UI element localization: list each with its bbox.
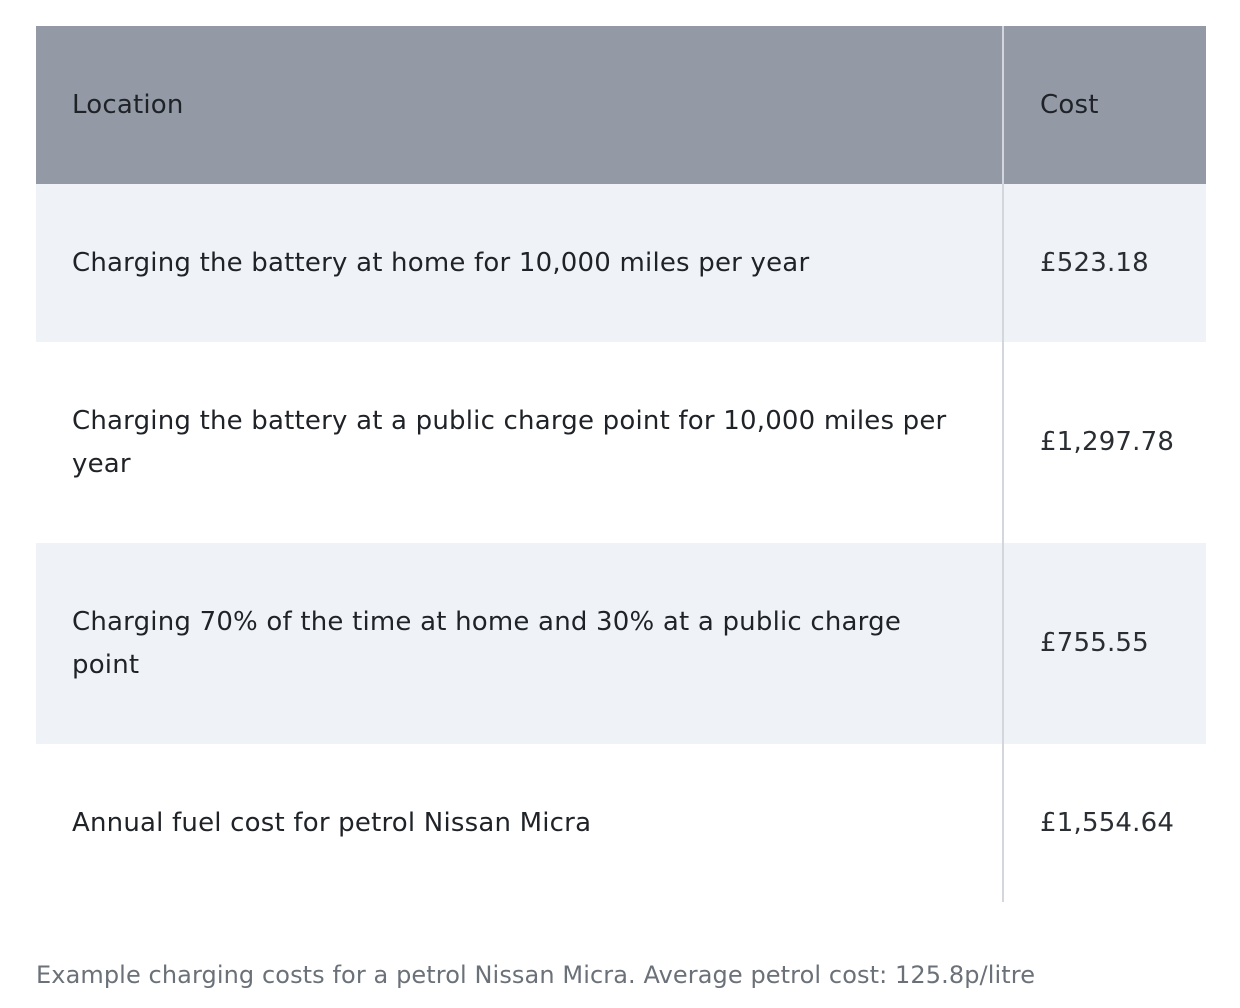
table-header: [36, 26, 1206, 184]
header-row: [36, 26, 1206, 184]
cost-cell: £523.18: [1003, 184, 1206, 342]
location-cell: Charging the battery at home for 10,000 miles per year: [36, 184, 1003, 342]
table-row: [36, 543, 1206, 744]
location-cell: Charging 70% of the time at home and 30% at a public charge point: [36, 543, 1003, 744]
cost-cell: £1,554.64: [1003, 744, 1206, 902]
cost-cell: £755.55: [1003, 543, 1206, 744]
cost-cell: £1,297.78: [1003, 342, 1206, 543]
location-cell: Charging the battery at a public charge point for 10,000 miles per year: [36, 342, 1003, 543]
column-header-location: Location: [36, 26, 1003, 184]
location-cell: Annual fuel cost for petrol Nissan Micra: [36, 744, 1003, 902]
column-header-cost: Cost: [1003, 26, 1206, 184]
table-body: [36, 184, 1206, 902]
charging-costs-table-container: [36, 26, 1206, 902]
table-row: [36, 342, 1206, 543]
table-row: [36, 184, 1206, 342]
charging-costs-table: [36, 26, 1206, 902]
table-caption: Example charging costs for a petrol Nissan Micra. Average petrol cost: 125.8p/litre: [36, 961, 1036, 989]
table-row: [36, 744, 1206, 902]
